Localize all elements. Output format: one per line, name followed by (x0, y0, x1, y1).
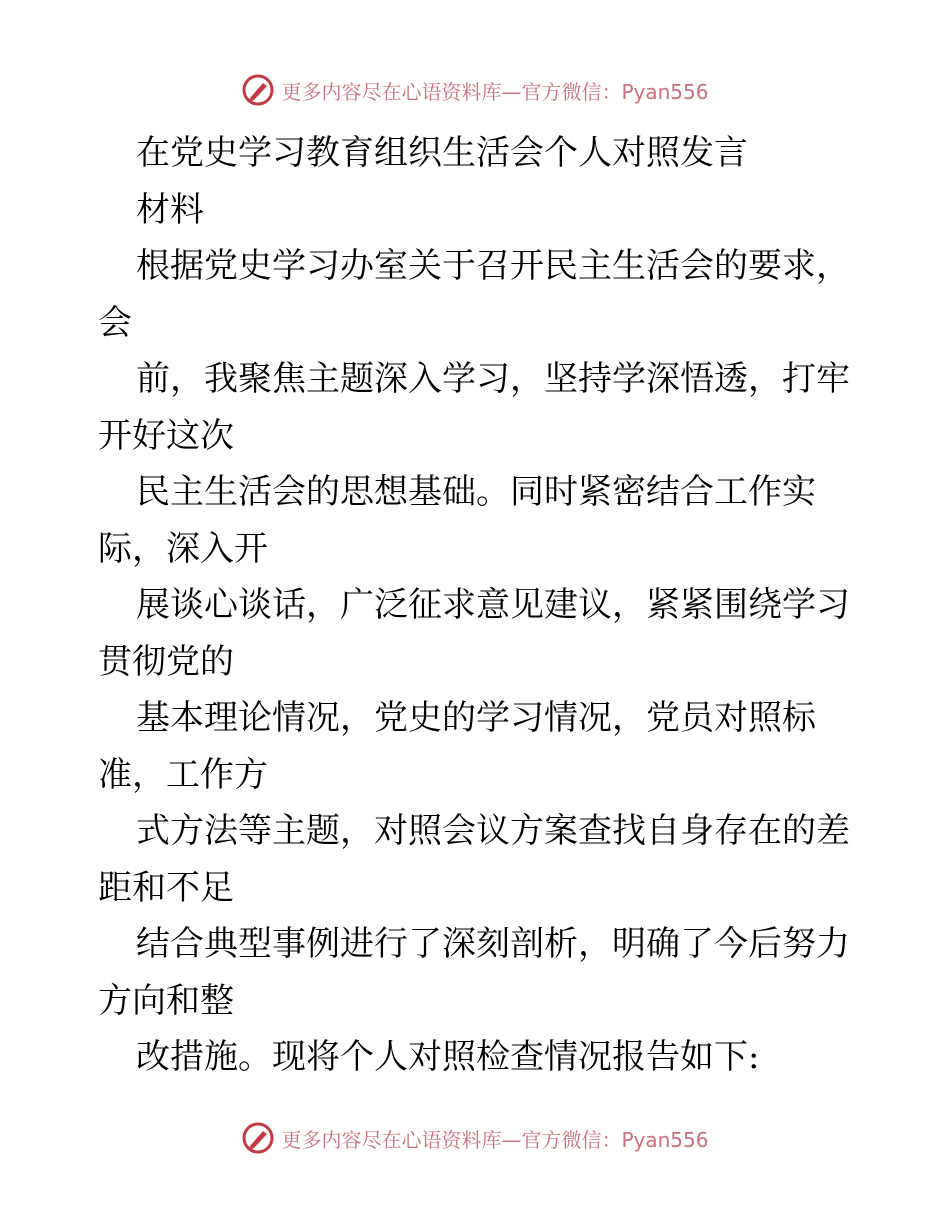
paragraph-line: 准，工作方 (98, 754, 268, 795)
paragraph-line: 际，深入开 (98, 528, 268, 569)
paragraph-line: 根据党史学习办室关于召开民主生活会的要求， (136, 246, 850, 286)
paragraph-line: 前，我聚焦主题深入学习，坚持学深悟透，打牢 (136, 359, 850, 399)
header-banner (0, 70, 950, 110)
paragraph-line: 距和不足 (98, 867, 234, 908)
document-title-line-2: 材料 (136, 189, 204, 230)
paragraph-line: 展谈心谈话，广泛征求意见建议，紧紧围绕学习 (136, 585, 850, 625)
paragraph-line: 贯彻党的 (98, 641, 234, 682)
paragraph-line: 会 (98, 302, 132, 343)
footer-banner (0, 1118, 950, 1158)
header-banner-text: 更多内容尽在心语资料库—官方微信：Pyan556 (281, 79, 709, 104)
paragraph-line: 基本理论情况，党史的学习情况，党员对照标 (136, 698, 816, 738)
document-title-line-1: 在党史学习教育组织生活会个人对照发言 (136, 133, 748, 173)
pen-logo-icon (241, 1121, 275, 1155)
header-banner-content (241, 73, 708, 107)
footer-banner-text: 更多内容尽在心语资料库—官方微信：Pyan556 (281, 1127, 709, 1152)
paragraph-line: 式方法等主题，对照会议方案查找自身存在的差 (136, 811, 850, 851)
paragraph-line: 开好这次 (98, 415, 234, 456)
paragraph-line: 改措施。现将个人对照检查情况报告如下: (136, 1037, 760, 1077)
paragraph-line: 方向和整 (98, 980, 234, 1021)
paragraph-line: 结合典型事例进行了深刻剖析，明确了今后努力 (136, 924, 850, 964)
pen-logo-icon (241, 73, 275, 107)
footer-banner-content (241, 1121, 708, 1155)
paragraph-line: 民主生活会的思想基础。同时紧密结合工作实 (136, 472, 816, 512)
document-body (98, 125, 868, 1086)
